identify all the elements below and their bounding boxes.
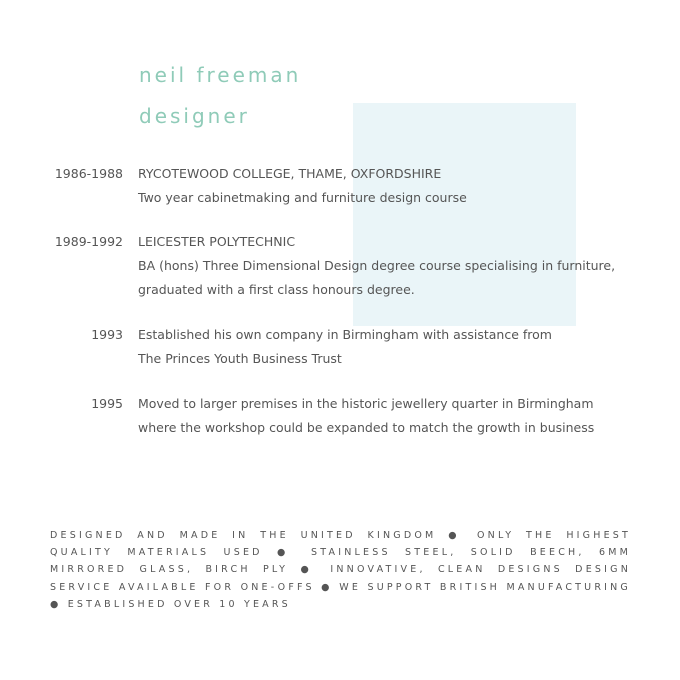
entry-line: where the workshop could be expanded to match the growth in business xyxy=(138,420,595,435)
entry-year: 1986-1988 xyxy=(54,166,123,181)
entry-lines xyxy=(138,323,638,371)
designer-name: neil freeman xyxy=(139,63,302,87)
entry-line: The Princes Youth Business Trust xyxy=(138,351,342,366)
entry-line: graduated with a first class honours degree. xyxy=(138,282,415,297)
entry-line: Moved to larger premises in the historic jewellery quarter in Birmingham xyxy=(138,396,594,411)
entry-year: 1993 xyxy=(91,327,123,342)
entry-year: 1989-1992 xyxy=(54,234,123,249)
designer-role: designer xyxy=(139,104,250,128)
entry-year: 1995 xyxy=(91,396,123,411)
entry-line: LEICESTER POLYTECHNIC xyxy=(138,234,296,249)
entry-line: BA (hons) Three Dimensional Design degree course specialising in furniture, xyxy=(138,258,616,273)
footer-tagline: DESIGNED AND MADE IN THE UNITED KINGDOM ● ONLY THE HIGHEST QUALITY MATERIALS USED ● STAINLESS STEEL, SOLID BEECH, 6MM MIRRORED GLASS, BIRCH PLY ● INNOVATIVE, CLEAN DESIGNS DESIGN SERVICE AVAILABLE FOR ONE-OFFS ● WE SUPPORT BRITISH MANUFACTURING ● ESTABLISHED OVER 10 YEARS xyxy=(50,530,631,610)
entry-lines xyxy=(138,230,638,302)
entry-lines xyxy=(138,392,638,440)
entry-line: Two year cabinetmaking and furniture design course xyxy=(138,190,467,205)
entry-lines xyxy=(138,162,638,210)
entry-line: Established his own company in Birmingham with assistance from xyxy=(138,327,552,342)
entry-line: RYCOTEWOOD COLLEGE, THAME, OXFORDSHIRE xyxy=(138,166,442,181)
